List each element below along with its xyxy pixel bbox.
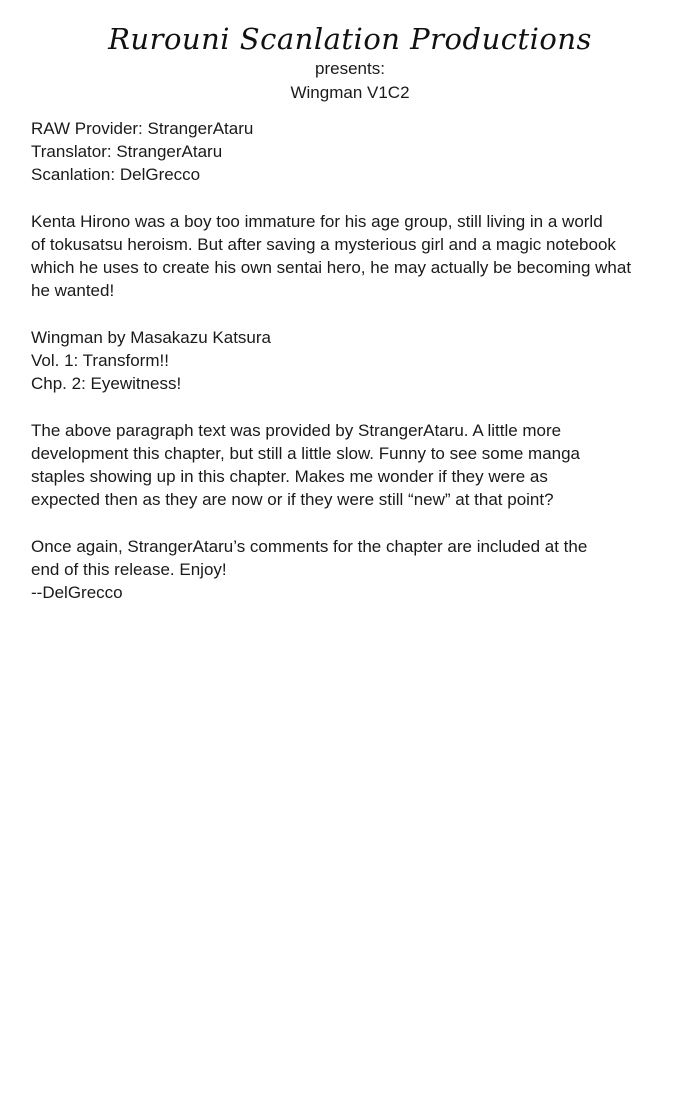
page-body (31, 117, 671, 627)
synopsis-line: he wanted! (31, 281, 115, 301)
page-header (0, 20, 700, 104)
presents-label: presents: (315, 59, 385, 78)
notes-line: The above paragraph text was provided by StrangerAtaru. A little more (31, 420, 562, 440)
closing-line: Once again, StrangerAtaru’s comments for the chapter are included at the (31, 536, 588, 556)
synopsis-line: which he uses to create his own sentai hero, he may actually be becoming what (31, 258, 632, 278)
notes-paragraph (31, 419, 671, 512)
closing-line: end of this release. Enjoy! (31, 559, 227, 579)
synopsis-paragraph (31, 210, 671, 303)
synopsis-line: Kenta Hirono was a boy too immature for his age group, still living in a world (31, 211, 603, 231)
closing-paragraph (31, 535, 671, 605)
signature-line: --DelGrecco (31, 583, 123, 602)
series-line: Wingman by Masakazu Katsura (31, 327, 271, 347)
group-name: Rurouni Scanlation Productions (108, 22, 592, 56)
release-title: Wingman V1C2 (290, 83, 410, 102)
credits-block (31, 117, 671, 187)
raw-provider-line: RAW Provider: StrangerAtaru (31, 119, 254, 138)
notes-line: staples showing up in this chapter. Makes me wonder if they were as (31, 467, 548, 486)
notes-line: expected then as they are now or if they were still “new” at that point? (31, 490, 554, 510)
scanlation-line: Scanlation: DelGrecco (31, 165, 201, 185)
chapter-line: Chp. 2: Eyewitness! (31, 374, 182, 394)
notes-line: development this chapter, but still a little slow. Funny to see some manga (31, 443, 581, 463)
translator-line: Translator: StrangerAtaru (31, 142, 223, 162)
volume-line: Vol. 1: Transform!! (31, 351, 169, 370)
synopsis-line: of tokusatsu heroism. But after saving a mysterious girl and a magic notebook (31, 235, 616, 254)
work-info-block (31, 326, 671, 396)
